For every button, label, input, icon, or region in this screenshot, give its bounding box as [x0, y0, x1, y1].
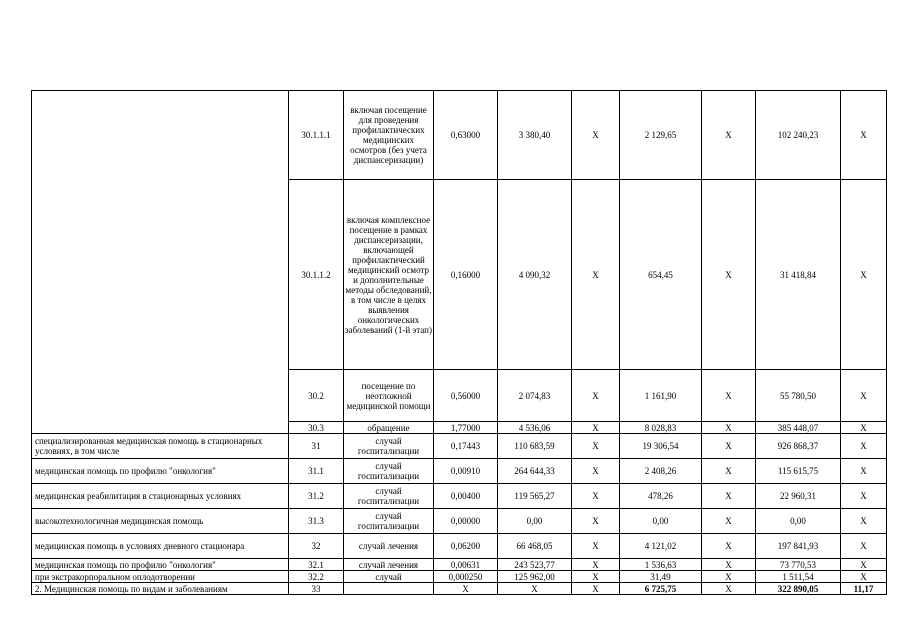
row-name	[32, 91, 289, 434]
row-share: Х	[841, 434, 887, 459]
row-norm: Х	[434, 583, 498, 595]
row-cost: 4 090,32	[498, 180, 572, 370]
row-code: 30.1.1.2	[289, 180, 344, 370]
row-cost: 264 644,33	[498, 459, 572, 484]
table-row	[32, 459, 887, 484]
table-row	[32, 484, 887, 509]
row-unit: случай госпитализации	[344, 484, 434, 509]
row-code: 32	[289, 534, 344, 559]
row-unit: включая посещение для проведения профилактических медицинских осмотров (без учета диспансеризации)	[344, 91, 434, 180]
row-norm: 0,56000	[434, 370, 498, 422]
table-row	[32, 559, 887, 571]
row-norm: 0,00910	[434, 459, 498, 484]
row-total: 1 511,54	[756, 571, 841, 583]
row-x1: Х	[572, 484, 620, 509]
row-norm: 0,16000	[434, 180, 498, 370]
row-unit: случай	[344, 571, 434, 583]
row-percap: 0,00	[620, 509, 702, 534]
row-unit: случай госпитализации	[344, 509, 434, 534]
row-name: высокотехнологичная медицинская помощь	[32, 509, 289, 534]
table-row-section-total	[32, 583, 887, 595]
row-x2: Х	[702, 509, 756, 534]
row-x1: Х	[572, 571, 620, 583]
row-unit	[344, 583, 434, 595]
row-code: 30.2	[289, 370, 344, 422]
row-share: Х	[841, 459, 887, 484]
row-share: 11,17	[841, 583, 887, 595]
row-cost: 125 962,00	[498, 571, 572, 583]
row-share: Х	[841, 91, 887, 180]
row-total: 115 615,75	[756, 459, 841, 484]
row-norm: 0,17443	[434, 434, 498, 459]
row-total: 73 770,53	[756, 559, 841, 571]
row-percap: 2 408,26	[620, 459, 702, 484]
row-name: медицинская помощь в условиях дневного стационара	[32, 534, 289, 559]
row-code: 32.1	[289, 559, 344, 571]
row-x2: Х	[702, 583, 756, 595]
row-share: Х	[841, 559, 887, 571]
row-share: Х	[841, 571, 887, 583]
row-cost: 110 683,59	[498, 434, 572, 459]
row-cost: 119 565,27	[498, 484, 572, 509]
row-x2: Х	[702, 559, 756, 571]
row-x2: Х	[702, 180, 756, 370]
row-cost: 66 468,05	[498, 534, 572, 559]
row-norm: 0,00000	[434, 509, 498, 534]
row-x1: Х	[572, 459, 620, 484]
row-unit: случай лечения	[344, 534, 434, 559]
row-share: Х	[841, 534, 887, 559]
row-norm: 0,00631	[434, 559, 498, 571]
row-share: Х	[841, 370, 887, 422]
row-percap: 19 306,54	[620, 434, 702, 459]
row-percap: 1 536,63	[620, 559, 702, 571]
row-code: 30.1.1.1	[289, 91, 344, 180]
row-name: специализированная медицинская помощь в стационарных условиях, в том числе	[32, 434, 289, 459]
row-percap: 1 161,90	[620, 370, 702, 422]
row-x1: Х	[572, 422, 620, 434]
row-share: Х	[841, 180, 887, 370]
row-code: 31.2	[289, 484, 344, 509]
row-x1: Х	[572, 583, 620, 595]
row-x2: Х	[702, 534, 756, 559]
row-cost: Х	[498, 583, 572, 595]
row-unit: случай госпитализации	[344, 459, 434, 484]
row-percap: 654,45	[620, 180, 702, 370]
row-total: 926 868,37	[756, 434, 841, 459]
row-x2: Х	[702, 370, 756, 422]
row-code: 31.3	[289, 509, 344, 534]
row-cost: 3 380,40	[498, 91, 572, 180]
row-x1: Х	[572, 559, 620, 571]
row-cost: 2 074,83	[498, 370, 572, 422]
row-name: при экстракорпоральном оплодотворении	[32, 571, 289, 583]
row-share: Х	[841, 509, 887, 534]
row-x1: Х	[572, 534, 620, 559]
row-total: 385 448,07	[756, 422, 841, 434]
row-cost: 4 536,06	[498, 422, 572, 434]
row-percap: 6 725,75	[620, 583, 702, 595]
table-row	[32, 571, 887, 583]
row-total: 31 418,84	[756, 180, 841, 370]
row-x2: Х	[702, 422, 756, 434]
row-x2: Х	[702, 434, 756, 459]
financing-table	[31, 90, 887, 595]
row-percap: 2 129,65	[620, 91, 702, 180]
row-unit: случай госпитализации	[344, 434, 434, 459]
row-name: 2. Медицинская помощь по видам и заболеваниям	[32, 583, 289, 595]
row-unit: посещение по неотложной медицинской помощи	[344, 370, 434, 422]
row-name: медицинская помощь по профилю "онкология"	[32, 459, 289, 484]
row-code: 33	[289, 583, 344, 595]
table-row	[32, 91, 887, 180]
row-code: 30.3	[289, 422, 344, 434]
row-total: 22 960,31	[756, 484, 841, 509]
row-code: 32.2	[289, 571, 344, 583]
row-total: 197 841,93	[756, 534, 841, 559]
row-x1: Х	[572, 370, 620, 422]
row-norm: 1,77000	[434, 422, 498, 434]
row-name: медицинская помощь по профилю "онкология"	[32, 559, 289, 571]
table-row	[32, 434, 887, 459]
row-unit: включая комплексное посещение в рамках диспансеризации, включающей профилактический медицинский осмотр и дополнительные методы обследований, в том числе в целях выявления онкологических заболеваний (1-й этап)	[344, 180, 434, 370]
row-total: 322 890,05	[756, 583, 841, 595]
row-norm: 0,06200	[434, 534, 498, 559]
row-norm: 0,63000	[434, 91, 498, 180]
row-x1: Х	[572, 180, 620, 370]
row-norm: 0,00400	[434, 484, 498, 509]
row-percap: 31,49	[620, 571, 702, 583]
row-x1: Х	[572, 434, 620, 459]
row-percap: 478,26	[620, 484, 702, 509]
row-x1: Х	[572, 509, 620, 534]
row-x1: Х	[572, 91, 620, 180]
row-code: 31	[289, 434, 344, 459]
row-total: 55 780,50	[756, 370, 841, 422]
row-name: медицинская реабилитация в стационарных условиях	[32, 484, 289, 509]
row-unit: случай лечения	[344, 559, 434, 571]
row-percap: 4 121,02	[620, 534, 702, 559]
row-total: 102 240,23	[756, 91, 841, 180]
row-share: Х	[841, 422, 887, 434]
row-x2: Х	[702, 484, 756, 509]
table-row	[32, 509, 887, 534]
row-cost: 0,00	[498, 509, 572, 534]
row-percap: 8 028,83	[620, 422, 702, 434]
table-row	[32, 534, 887, 559]
row-cost: 243 523,77	[498, 559, 572, 571]
row-x2: Х	[702, 571, 756, 583]
row-code: 31.1	[289, 459, 344, 484]
row-unit: обращение	[344, 422, 434, 434]
row-x2: Х	[702, 91, 756, 180]
row-total: 0,00	[756, 509, 841, 534]
row-share: Х	[841, 484, 887, 509]
row-norm: 0,000250	[434, 571, 498, 583]
row-x2: Х	[702, 459, 756, 484]
